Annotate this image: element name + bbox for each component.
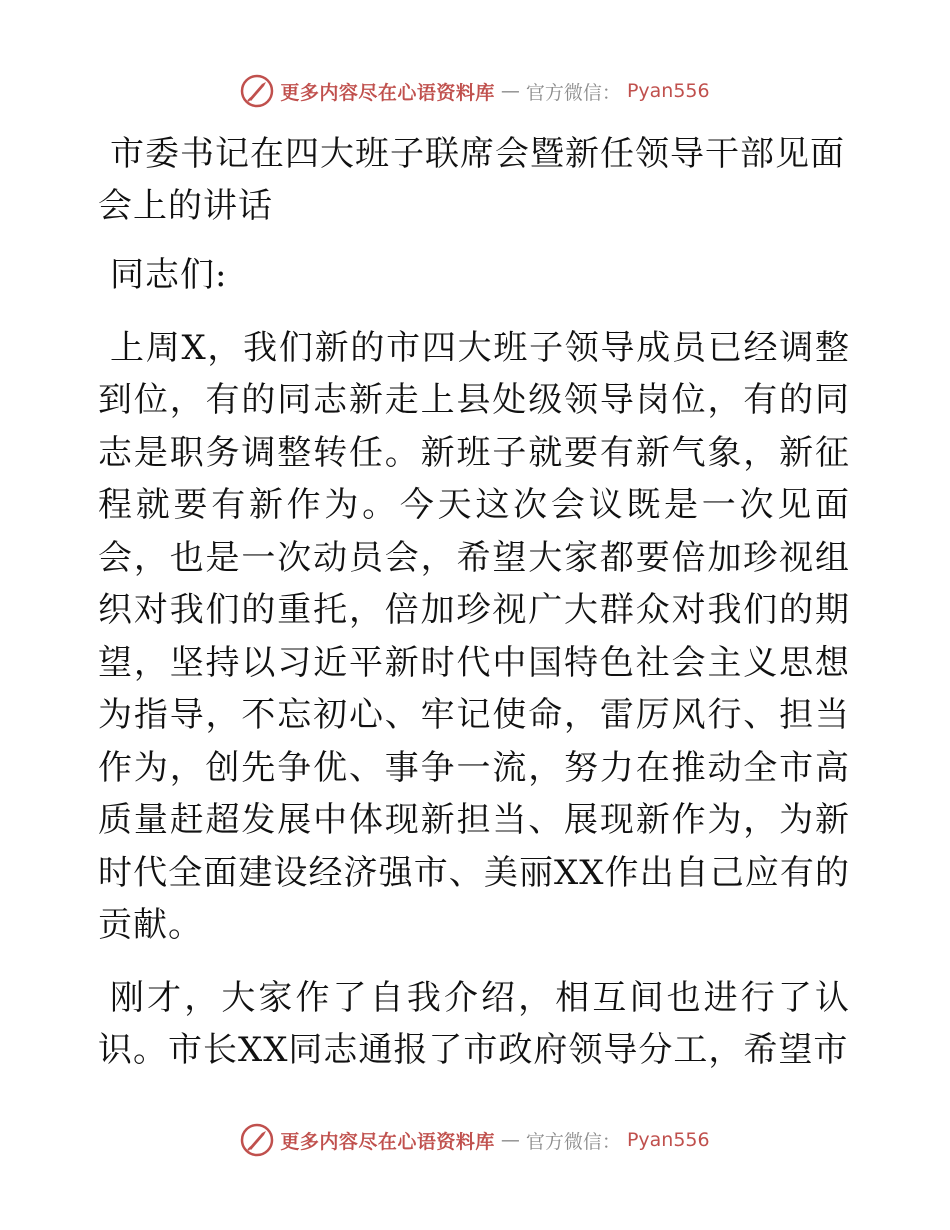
salutation: 同志们: [110,255,228,295]
footer-watermark [0,1120,950,1160]
watermark-separator: — [500,80,520,102]
document-title: 市委书记在四大班子联席会暨新任领导干部见面会上的讲话 [98,134,845,226]
watermark-separator: — [500,1129,520,1151]
paragraph-1: 上周X，我们新的市四大班子领导成员已经调整到位，有的同志新走上县处级领导岗位，有的同志是职务调整转任。新班子就要有新气象，新征程就要有新作为。今天这次会议既是一次见面会，也是一次动员会，希望大家都要倍加珍视组织对我们的重托，倍加珍视广大群众对我们的期望，坚持以习近平新时代中国特色社会主义思想为指导，不忘初心、牢记使命，雷厉风行、担当作为，创先争优、事争一流，努力在推动全市高质量赶超发展中体现新担当、展现新作为，为新时代全面建设经济强市、美丽XX作出自己应有的贡献。 [98,327,850,945]
quill-logo-icon [240,1123,274,1157]
paragraph-2: 刚才，大家作了自我介绍，相互间也进行了认识。市长XX同志通报了市政府领导分工，希望市 [98,977,850,1070]
header-watermark [0,71,950,111]
watermark-wechat-id: Pyan556 [626,80,710,102]
document-body [98,128,850,1077]
watermark-wechat-label: 官方微信： [525,81,621,104]
watermark-wechat-label: 官方微信： [525,1130,621,1153]
quill-logo-icon [240,74,274,108]
watermark-lead-text: 更多内容尽在心语资料库 [280,1130,495,1153]
watermark-wechat-id: Pyan556 [626,1129,710,1151]
watermark-lead-text: 更多内容尽在心语资料库 [280,81,495,104]
